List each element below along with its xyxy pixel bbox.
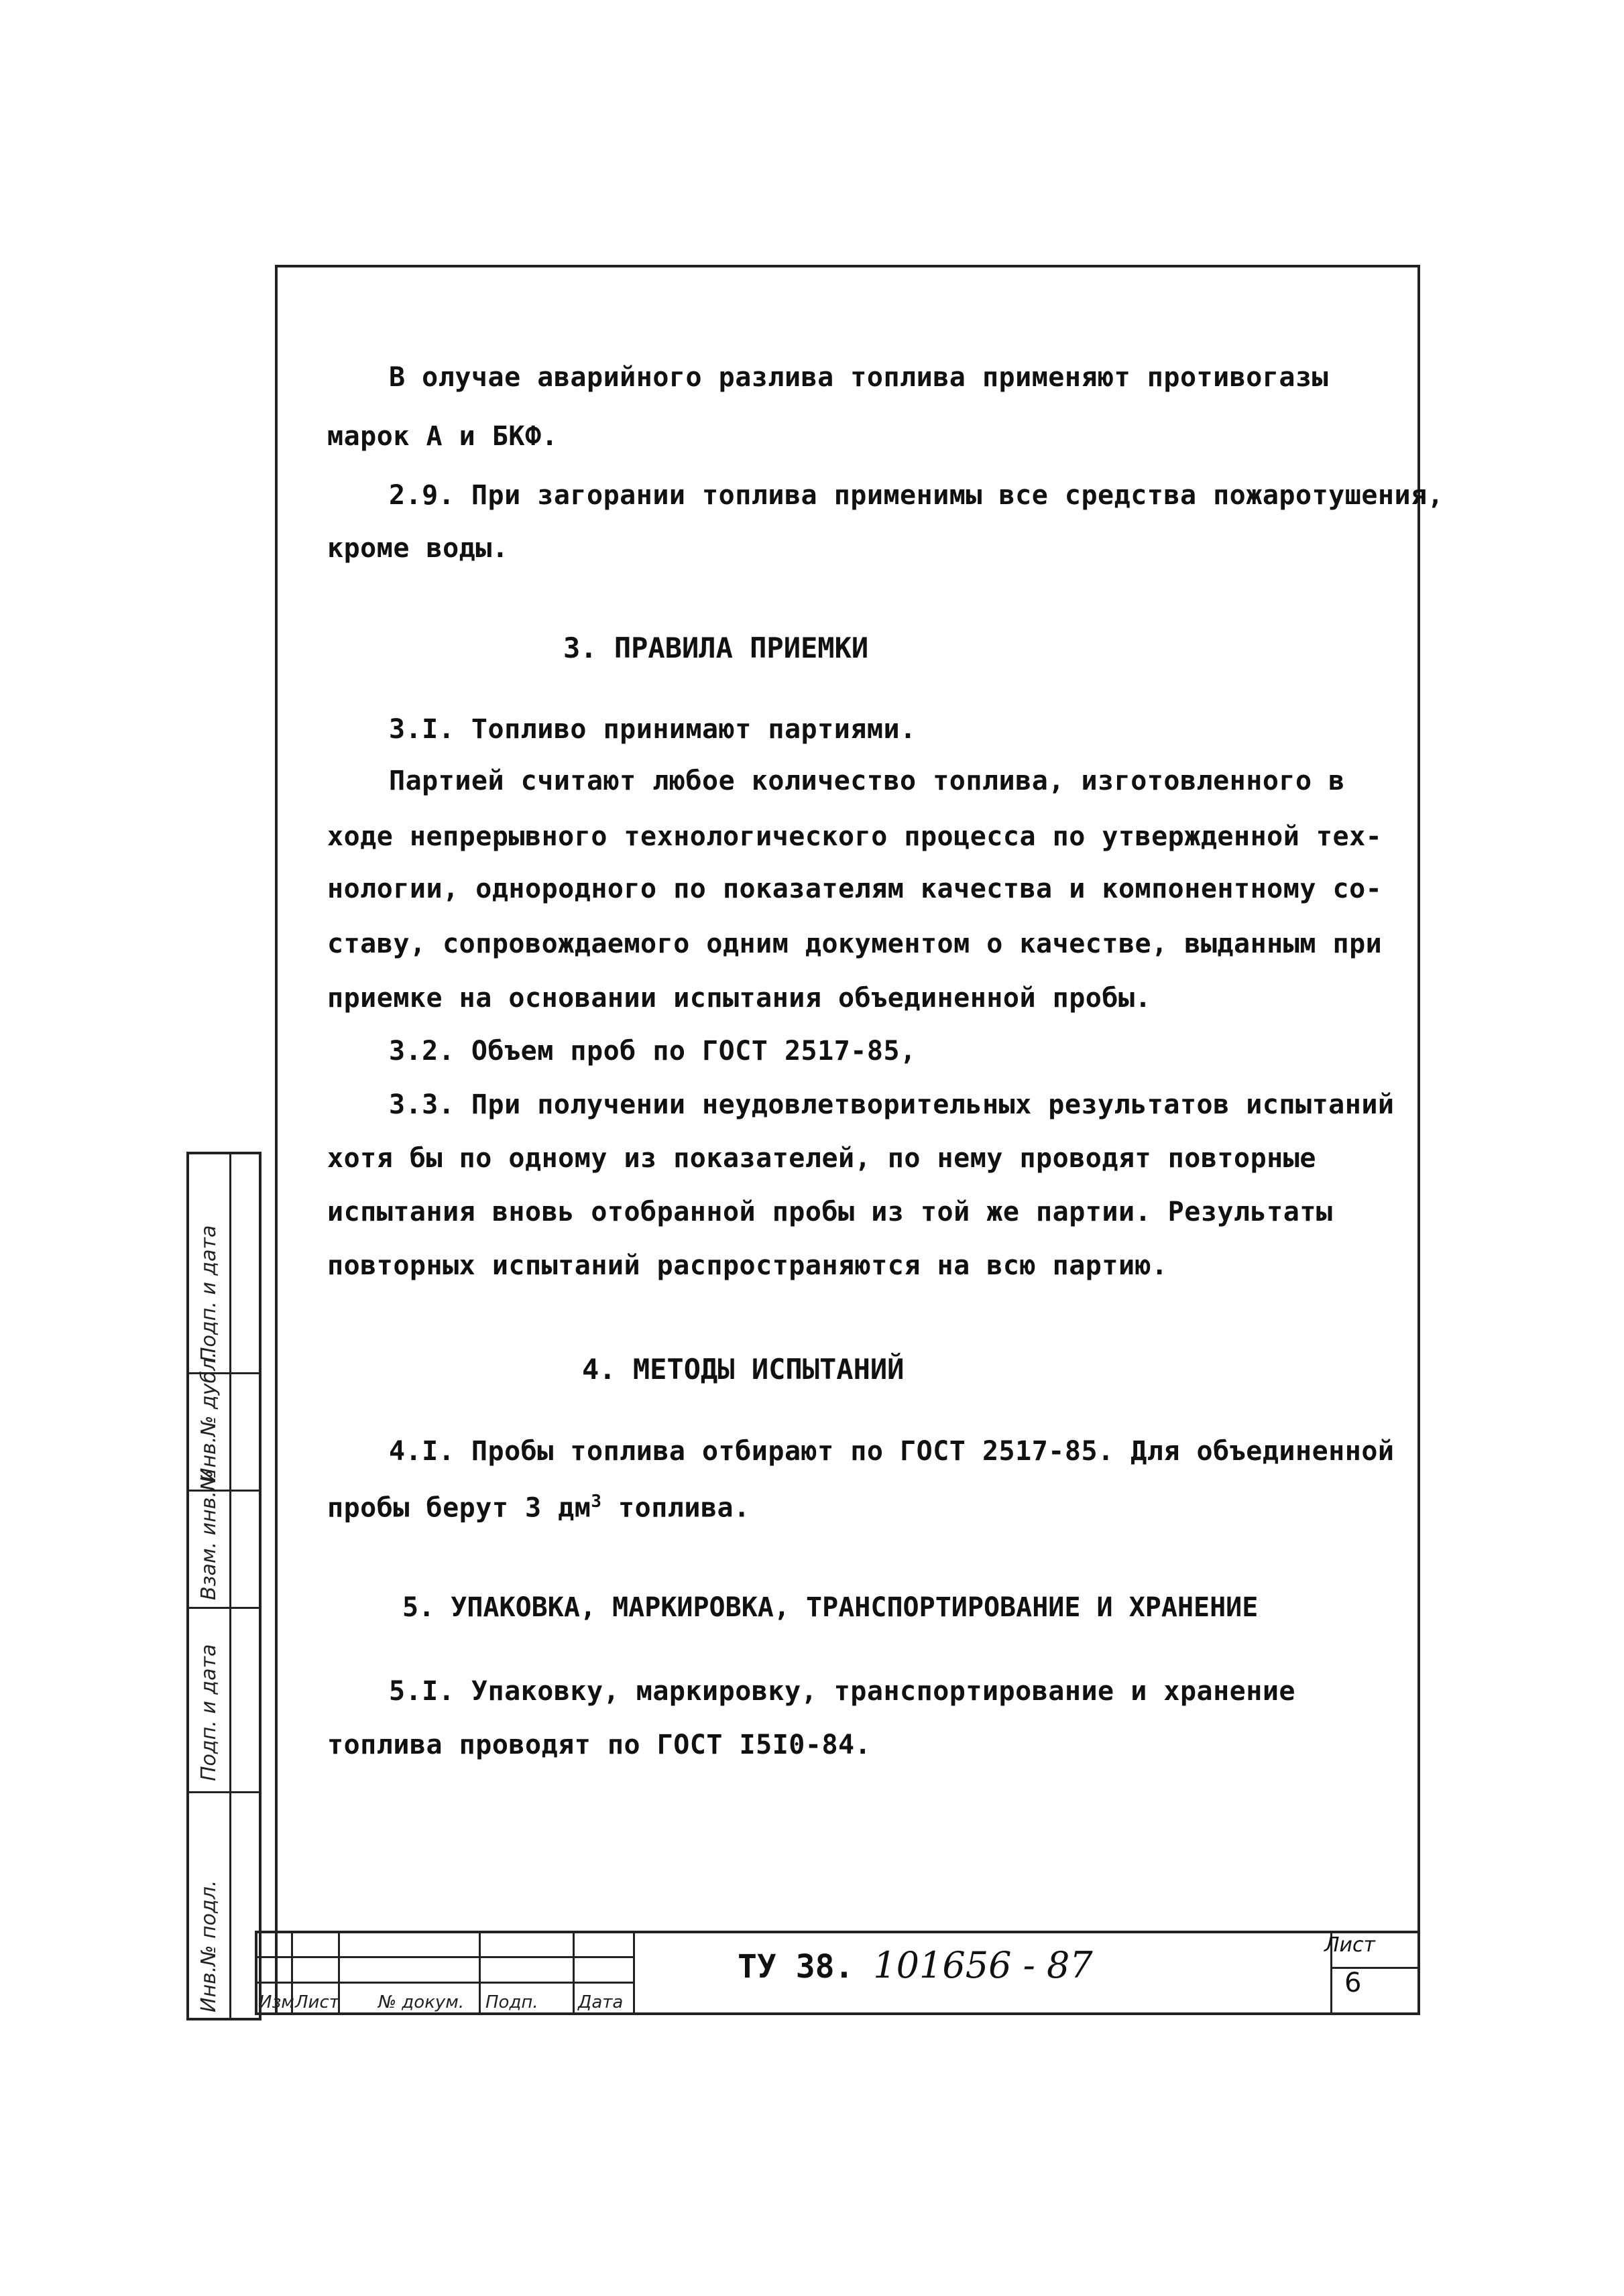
- text-line: 4.I. Пробы топлива отбирают по ГОСТ 2517-85. Для объединенной: [389, 1436, 1395, 1467]
- sheet-number: 6: [1344, 1968, 1362, 1998]
- text-line: пробы берут 3 $дм^3$ топлива.: [327, 1492, 750, 1524]
- text-line: 3.I. Топливо принимают партиями.: [389, 714, 917, 745]
- label-inv-dubl: Инв.№ дубл.: [197, 1351, 221, 1483]
- text-line: В олучае аварийного разлива топлива применяют противогазы: [389, 362, 1329, 393]
- sheet-label: Лист: [1324, 1933, 1376, 1957]
- text-line: 2.9. При загорании топлива применимы все средства пожаротушения,: [389, 480, 1444, 511]
- section-heading-3: 3. ПРАВИЛА ПРИЕМКИ: [563, 631, 869, 664]
- text-line: марок А и БКФ.: [327, 421, 559, 452]
- text-line: хотя бы по одному из показателей, по нему проводят повторные: [327, 1143, 1316, 1174]
- text-line: 3.2. Объем проб по ГОСТ 2517-85,: [389, 1036, 917, 1067]
- col-list: Лист: [295, 1992, 339, 2012]
- text-line: ходе непрерывного технологического процесса по утвержденной тех-: [327, 821, 1383, 852]
- text-line: 5.I. Упаковку, маркировку, транспортирование и хранение: [389, 1676, 1296, 1707]
- section-heading-5: 5. УПАКОВКА, МАРКИРОВКА, ТРАНСПОРТИРОВАНИЕ И ХРАНЕНИЕ: [402, 1592, 1259, 1623]
- text-line: ставу, сопровождаемого одним документом о качестве, выданным при: [327, 928, 1383, 959]
- text-line: кроме воды.: [327, 533, 509, 564]
- col-ndok: № докум.: [378, 1992, 465, 2012]
- label-podp-data-2: Подп. и дата: [197, 1644, 221, 1781]
- text-line: 3.3. При получении неудовлетворительных результатов испытаний: [389, 1089, 1395, 1120]
- col-izm: Изм: [259, 1992, 294, 2012]
- text-line: топлива проводят по ГОСТ I5I0-84.: [327, 1730, 872, 1760]
- text-line: повторных испытаний распространяются на всю партию.: [327, 1250, 1168, 1281]
- label-vzam-inv: Взам. инв.№: [197, 1469, 221, 1600]
- side-stamp: [186, 1152, 262, 2020]
- col-podp: Подп.: [485, 1992, 538, 2012]
- text-line: испытания вновь отобранной пробы из той же партии. Результаты: [327, 1197, 1333, 1227]
- text-line: нологии, однородного по показателям качества и компонентному со-: [327, 873, 1383, 904]
- col-data: Дата: [578, 1992, 624, 2012]
- label-podp-data-1: Подп. и дата: [197, 1225, 221, 1362]
- section-heading-4: 4. МЕТОДЫ ИСПЫТАНИЙ: [582, 1353, 905, 1386]
- document-designation: ТУ 38. 101656 - 87: [738, 1944, 1093, 1986]
- text-line: Партией считают любое количество топлива, изготовленного в: [389, 766, 1345, 796]
- label-inv-podl: Инв.№ подл.: [197, 1880, 221, 2012]
- text-line: приемке на основании испытания объединенной пробы.: [327, 983, 1152, 1014]
